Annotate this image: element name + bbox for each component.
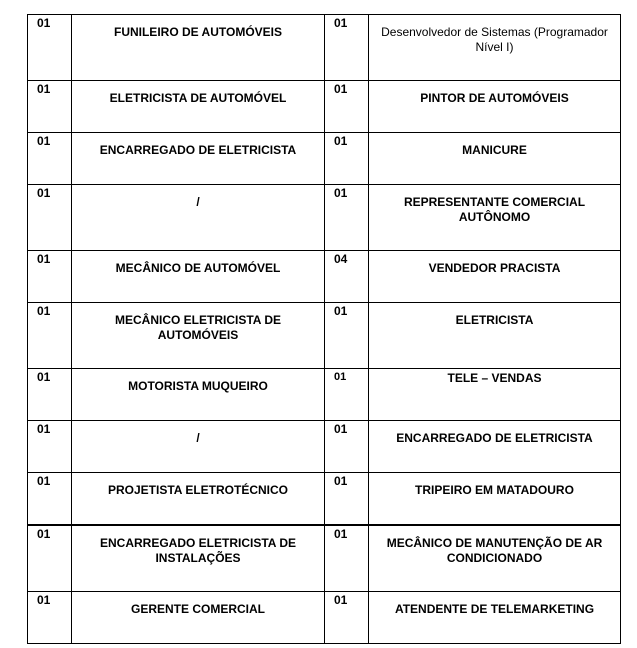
right-job-title bbox=[369, 15, 621, 81]
left-job-title bbox=[72, 81, 325, 133]
right-quantity: 01 bbox=[325, 473, 369, 526]
right-job-title bbox=[369, 133, 621, 185]
right-job-title-text: ATENDENTE DE TELEMARKETING bbox=[394, 602, 595, 616]
right-job-title-text: TELE – VENDAS bbox=[447, 371, 542, 385]
right-job-title-text: PINTOR DE AUTOMÓVEIS bbox=[420, 91, 569, 105]
right-quantity: 01 bbox=[325, 525, 369, 592]
right-job-title bbox=[369, 421, 621, 473]
right-job-title bbox=[369, 303, 621, 369]
left-quantity: 01 bbox=[28, 15, 72, 81]
left-job-title bbox=[72, 421, 325, 473]
table-row bbox=[28, 81, 621, 133]
left-quantity: 01 bbox=[28, 303, 72, 369]
left-quantity: 01 bbox=[28, 421, 72, 473]
left-quantity: 01 bbox=[28, 251, 72, 303]
right-quantity: 01 bbox=[325, 81, 369, 133]
left-quantity: 01 bbox=[28, 592, 72, 644]
right-job-title-text: TRIPEIRO EM MATADOURO bbox=[415, 483, 574, 497]
left-job-title-text: MOTORISTA MUQUEIRO bbox=[128, 379, 268, 393]
right-job-title-text: VENDEDOR PRACISTA bbox=[428, 261, 561, 275]
right-job-title-text: Desenvolvedor de Sistemas (Programador Nível I) bbox=[381, 25, 608, 54]
left-job-title-text: ENCARREGADO DE ELETRICISTA bbox=[99, 143, 297, 157]
left-job-title-text: MECÂNICO DE AUTOMÓVEL bbox=[115, 261, 281, 275]
right-job-title bbox=[369, 251, 621, 303]
right-job-title bbox=[369, 525, 621, 592]
right-job-title-text: ELETRICISTA bbox=[455, 313, 534, 327]
left-job-title-text: MECÂNICO ELETRICISTA DE AUTOMÓVEIS bbox=[114, 313, 281, 342]
left-job-title-text: / bbox=[196, 431, 200, 445]
left-quantity: 01 bbox=[28, 369, 72, 421]
left-job-title bbox=[72, 133, 325, 185]
table-row bbox=[28, 525, 621, 592]
left-job-title-text: FUNILEIRO DE AUTOMÓVEIS bbox=[113, 25, 282, 39]
left-job-title bbox=[72, 592, 325, 644]
right-job-title bbox=[369, 592, 621, 644]
left-job-title bbox=[72, 15, 325, 81]
right-quantity: 01 bbox=[325, 303, 369, 369]
left-job-title bbox=[72, 369, 325, 421]
left-job-title-text: ENCARREGADO ELETRICISTA DE INSTALAÇÕES bbox=[99, 536, 296, 565]
table-row bbox=[28, 369, 621, 421]
right-job-title bbox=[369, 473, 621, 526]
table-row bbox=[28, 303, 621, 369]
left-job-title-text: / bbox=[196, 195, 200, 209]
left-job-title-text: PROJETISTA ELETROTÉCNICO bbox=[107, 483, 288, 497]
left-quantity: 01 bbox=[28, 473, 72, 526]
right-quantity: 04 bbox=[325, 251, 369, 303]
right-job-title bbox=[369, 185, 621, 251]
left-job-title bbox=[72, 185, 325, 251]
right-quantity: 01 bbox=[325, 15, 369, 81]
left-job-title bbox=[72, 303, 325, 369]
right-quantity: 01 bbox=[325, 592, 369, 644]
job-vacancies-table bbox=[27, 14, 621, 644]
right-job-title-text: REPRESENTANTE COMERCIAL AUTÔNOMO bbox=[403, 195, 586, 224]
table-row bbox=[28, 421, 621, 473]
table-row bbox=[28, 473, 621, 526]
right-job-title bbox=[369, 81, 621, 133]
left-job-title bbox=[72, 473, 325, 526]
right-quantity: 01 bbox=[325, 421, 369, 473]
right-quantity: 01 bbox=[325, 185, 369, 251]
table-row bbox=[28, 185, 621, 251]
table-row bbox=[28, 592, 621, 644]
left-quantity: 01 bbox=[28, 81, 72, 133]
left-job-title bbox=[72, 525, 325, 592]
left-job-title bbox=[72, 251, 325, 303]
right-quantity: 01 bbox=[325, 133, 369, 185]
left-quantity: 01 bbox=[28, 185, 72, 251]
left-quantity: 01 bbox=[28, 525, 72, 592]
table-row bbox=[28, 133, 621, 185]
right-job-title-text: MECÂNICO DE MANUTENÇÃO DE AR CONDICIONADO bbox=[386, 536, 603, 565]
right-job-title-text: MANICURE bbox=[462, 143, 527, 157]
table-row bbox=[28, 15, 621, 81]
right-job-title bbox=[369, 369, 621, 421]
right-quantity: 01 bbox=[325, 369, 369, 421]
right-job-title-text: ENCARREGADO DE ELETRICISTA bbox=[396, 431, 593, 445]
table-row bbox=[28, 251, 621, 303]
left-job-title-text: GERENTE COMERCIAL bbox=[130, 602, 265, 616]
left-job-title-text: ELETRICISTA DE AUTOMÓVEL bbox=[109, 91, 287, 105]
left-quantity: 01 bbox=[28, 133, 72, 185]
